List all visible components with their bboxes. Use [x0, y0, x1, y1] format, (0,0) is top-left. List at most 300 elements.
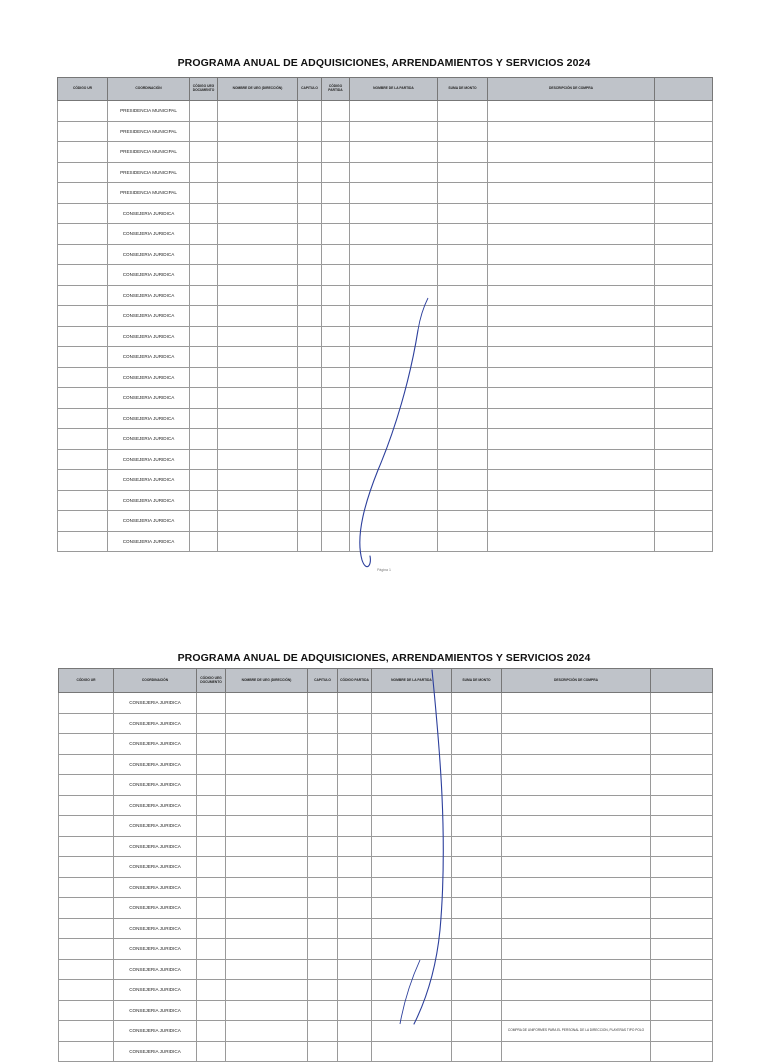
partida-code-cell	[338, 857, 372, 878]
chapter-cell	[308, 980, 338, 1001]
ueg-name-cell	[218, 244, 298, 265]
coordination-cell: CONSEJERIA JURIDICA	[114, 1021, 197, 1042]
chapter-cell	[308, 898, 338, 919]
coordination-cell: CONSEJERIA JURIDICA	[108, 244, 190, 265]
month-cell	[651, 857, 713, 878]
coordination-cell: CONSEJERIA JURIDICA	[108, 265, 190, 286]
coordination-cell: CONSEJERIA JURIDICA	[114, 734, 197, 755]
ueg-name-cell	[226, 693, 308, 714]
amount-cell	[438, 326, 488, 347]
amount-cell	[438, 244, 488, 265]
month-cell	[655, 347, 713, 368]
ur-cell	[59, 775, 114, 796]
ueg-name-cell	[218, 101, 298, 122]
description-cell	[488, 121, 655, 142]
table-row	[58, 326, 713, 347]
month-cell	[651, 734, 713, 755]
amount-cell	[438, 449, 488, 470]
partida-name-cell	[350, 285, 438, 306]
column-header: NOMBRE DE UEG (DIRECCIÓN)	[226, 669, 308, 693]
ueg-name-cell	[226, 980, 308, 1001]
partida-name-cell	[372, 898, 452, 919]
chapter-cell	[298, 408, 322, 429]
description-cell	[488, 429, 655, 450]
partida-name-cell	[372, 1021, 452, 1042]
chapter-cell	[298, 162, 322, 183]
month-cell	[655, 470, 713, 491]
partida-code-cell	[322, 244, 350, 265]
ur-cell	[58, 388, 108, 409]
month-cell	[651, 816, 713, 837]
table-row	[59, 918, 713, 939]
chapter-cell	[308, 693, 338, 714]
partida-code-cell	[322, 449, 350, 470]
chapter-cell	[298, 388, 322, 409]
partida-code-cell	[338, 898, 372, 919]
amount-cell	[452, 1041, 502, 1062]
amount-cell	[438, 470, 488, 491]
ur-cell	[58, 285, 108, 306]
chapter-cell	[298, 203, 322, 224]
description-cell	[502, 1000, 651, 1021]
partida-name-cell	[350, 531, 438, 552]
chapter-cell	[298, 531, 322, 552]
amount-cell	[452, 918, 502, 939]
ueg-code-cell	[197, 857, 226, 878]
description-cell	[502, 734, 651, 755]
description-cell	[488, 101, 655, 122]
month-cell	[651, 693, 713, 714]
ur-cell	[59, 857, 114, 878]
partida-code-cell	[322, 265, 350, 286]
month-cell	[651, 795, 713, 816]
ur-cell	[58, 142, 108, 163]
ueg-name-cell	[218, 490, 298, 511]
coordination-cell: CONSEJERIA JURIDICA	[114, 959, 197, 980]
table-row	[59, 959, 713, 980]
ueg-code-cell	[197, 713, 226, 734]
description-cell	[488, 244, 655, 265]
amount-cell	[438, 224, 488, 245]
partida-code-cell	[338, 959, 372, 980]
partida-code-cell	[338, 816, 372, 837]
ueg-code-cell	[190, 531, 218, 552]
description-cell	[502, 857, 651, 878]
ur-cell	[58, 511, 108, 532]
description-cell	[488, 490, 655, 511]
amount-cell	[438, 265, 488, 286]
ueg-code-cell	[197, 918, 226, 939]
partida-code-cell	[338, 918, 372, 939]
ur-cell	[59, 877, 114, 898]
description-cell	[502, 795, 651, 816]
table-row	[59, 754, 713, 775]
partida-code-cell	[322, 162, 350, 183]
ueg-code-cell	[197, 1000, 226, 1021]
partida-name-cell	[372, 836, 452, 857]
amount-cell	[438, 490, 488, 511]
month-cell	[655, 285, 713, 306]
partida-code-cell	[322, 511, 350, 532]
coordination-cell: CONSEJERIA JURIDICA	[114, 816, 197, 837]
ueg-code-cell	[190, 408, 218, 429]
coordination-cell: CONSEJERIA JURIDICA	[108, 388, 190, 409]
ueg-code-cell	[190, 224, 218, 245]
chapter-cell	[298, 306, 322, 327]
partida-code-cell	[338, 980, 372, 1001]
partida-name-cell	[372, 693, 452, 714]
ur-cell	[58, 224, 108, 245]
ur-cell	[58, 408, 108, 429]
description-cell	[488, 511, 655, 532]
table-row	[59, 1041, 713, 1062]
ueg-code-cell	[197, 1041, 226, 1062]
amount-cell	[438, 367, 488, 388]
ueg-name-cell	[226, 1000, 308, 1021]
description-cell	[488, 347, 655, 368]
ur-cell	[59, 836, 114, 857]
table-row	[59, 734, 713, 755]
partida-name-cell	[350, 511, 438, 532]
chapter-cell	[308, 795, 338, 816]
coordination-cell: CONSEJERIA JURIDICA	[114, 795, 197, 816]
month-cell	[655, 224, 713, 245]
column-header: NOMBRE DE UEG (DIRECCIÓN)	[218, 78, 298, 101]
partida-name-cell	[350, 408, 438, 429]
ueg-name-cell	[218, 183, 298, 204]
ur-cell	[59, 1000, 114, 1021]
ueg-code-cell	[197, 693, 226, 714]
coordination-cell: CONSEJERIA JURIDICA	[114, 918, 197, 939]
coordination-cell: CONSEJERIA JURIDICA	[108, 408, 190, 429]
column-header: CÓDIGO PARTIDA	[322, 78, 350, 101]
chapter-cell	[298, 101, 322, 122]
month-cell	[655, 203, 713, 224]
ur-cell	[58, 449, 108, 470]
coordination-cell: CONSEJERIA JURIDICA	[114, 980, 197, 1001]
partida-name-cell	[350, 347, 438, 368]
chapter-cell	[308, 754, 338, 775]
table-row	[59, 836, 713, 857]
coordination-cell: PRESIDENCIA MUNICIPAL	[108, 162, 190, 183]
chapter-cell	[298, 511, 322, 532]
description-cell	[502, 877, 651, 898]
partida-name-cell	[350, 244, 438, 265]
procurement-table	[58, 668, 713, 1062]
ur-cell	[58, 265, 108, 286]
month-cell	[651, 959, 713, 980]
table-row	[59, 1021, 713, 1042]
month-cell	[651, 939, 713, 960]
partida-code-cell	[322, 203, 350, 224]
month-cell	[651, 918, 713, 939]
partida-code-cell	[322, 142, 350, 163]
partida-name-cell	[350, 326, 438, 347]
ur-cell	[59, 898, 114, 919]
ur-cell	[59, 1021, 114, 1042]
column-header: CAPITULO	[298, 78, 322, 101]
table-row	[58, 531, 713, 552]
table-row	[58, 142, 713, 163]
partida-code-cell	[338, 713, 372, 734]
partida-name-cell	[372, 795, 452, 816]
ur-cell	[59, 795, 114, 816]
ueg-code-cell	[197, 959, 226, 980]
partida-name-cell	[350, 449, 438, 470]
ueg-name-cell	[226, 877, 308, 898]
column-header: NOMBRE DE LA PARTIDA	[372, 669, 452, 693]
ueg-code-cell	[190, 121, 218, 142]
ueg-code-cell	[197, 775, 226, 796]
amount-cell	[452, 713, 502, 734]
month-cell	[655, 511, 713, 532]
ur-cell	[58, 101, 108, 122]
chapter-cell	[298, 490, 322, 511]
partida-code-cell	[338, 877, 372, 898]
ueg-name-cell	[218, 347, 298, 368]
amount-cell	[438, 408, 488, 429]
ueg-code-cell	[190, 142, 218, 163]
ueg-name-cell	[218, 429, 298, 450]
ueg-code-cell	[197, 939, 226, 960]
ur-cell	[59, 693, 114, 714]
ueg-name-cell	[226, 959, 308, 980]
amount-cell	[438, 429, 488, 450]
partida-code-cell	[338, 1000, 372, 1021]
ueg-code-cell	[190, 388, 218, 409]
partida-name-cell	[350, 203, 438, 224]
month-cell	[651, 836, 713, 857]
ueg-code-cell	[190, 183, 218, 204]
column-header: CÓDIGO UR	[59, 669, 114, 693]
partida-name-cell	[350, 490, 438, 511]
ueg-code-cell	[190, 162, 218, 183]
ur-cell	[59, 754, 114, 775]
chapter-cell	[308, 959, 338, 980]
table-row	[59, 980, 713, 1001]
coordination-cell: CONSEJERIA JURIDICA	[108, 429, 190, 450]
ueg-code-cell	[190, 285, 218, 306]
coordination-cell: CONSEJERIA JURIDICA	[108, 203, 190, 224]
chapter-cell	[308, 816, 338, 837]
coordination-cell: CONSEJERIA JURIDICA	[108, 224, 190, 245]
amount-cell	[452, 959, 502, 980]
partida-code-cell	[338, 939, 372, 960]
coordination-cell: CONSEJERIA JURIDICA	[114, 857, 197, 878]
table-row	[58, 306, 713, 327]
chapter-cell	[298, 367, 322, 388]
chapter-cell	[308, 939, 338, 960]
ueg-name-cell	[226, 857, 308, 878]
chapter-cell	[298, 142, 322, 163]
amount-cell	[438, 203, 488, 224]
month-cell	[651, 898, 713, 919]
month-cell	[655, 367, 713, 388]
chapter-cell	[298, 470, 322, 491]
ueg-code-cell	[190, 244, 218, 265]
partida-code-cell	[322, 429, 350, 450]
partida-name-cell	[350, 388, 438, 409]
amount-cell	[452, 816, 502, 837]
column-header: CÓDIGO PARTIDA	[338, 669, 372, 693]
ueg-name-cell	[218, 367, 298, 388]
partida-code-cell	[338, 1021, 372, 1042]
ueg-name-cell	[226, 939, 308, 960]
description-cell	[488, 367, 655, 388]
description-cell	[488, 285, 655, 306]
partida-code-cell	[338, 734, 372, 755]
ur-cell	[59, 713, 114, 734]
table-row	[58, 388, 713, 409]
description-cell	[488, 265, 655, 286]
ueg-code-cell	[190, 326, 218, 347]
amount-cell	[452, 939, 502, 960]
chapter-cell	[298, 347, 322, 368]
ueg-code-cell	[197, 980, 226, 1001]
partida-name-cell	[372, 775, 452, 796]
coordination-cell: CONSEJERIA JURIDICA	[108, 511, 190, 532]
amount-cell	[452, 775, 502, 796]
description-cell	[488, 326, 655, 347]
table-body	[59, 693, 713, 1062]
partida-code-cell	[322, 306, 350, 327]
coordination-cell: CONSEJERIA JURIDICA	[114, 877, 197, 898]
coordination-cell: CONSEJERIA JURIDICA	[114, 775, 197, 796]
ur-cell	[58, 347, 108, 368]
description-cell	[502, 918, 651, 939]
ueg-name-cell	[218, 449, 298, 470]
amount-cell	[438, 142, 488, 163]
coordination-cell: CONSEJERIA JURIDICA	[108, 490, 190, 511]
description-cell	[488, 162, 655, 183]
ueg-code-cell	[190, 490, 218, 511]
ueg-name-cell	[226, 1021, 308, 1042]
amount-cell	[438, 162, 488, 183]
partida-name-cell	[350, 367, 438, 388]
ur-cell	[58, 183, 108, 204]
table-row	[59, 877, 713, 898]
ueg-code-cell	[190, 306, 218, 327]
month-cell	[655, 408, 713, 429]
table-row	[59, 1000, 713, 1021]
ueg-name-cell	[218, 285, 298, 306]
ueg-name-cell	[226, 734, 308, 755]
amount-cell	[438, 121, 488, 142]
procurement-table	[57, 77, 713, 552]
ur-cell	[58, 244, 108, 265]
partida-code-cell	[338, 775, 372, 796]
partida-name-cell	[350, 183, 438, 204]
amount-cell	[438, 306, 488, 327]
table-row	[58, 347, 713, 368]
partida-name-cell	[350, 306, 438, 327]
ueg-code-cell	[197, 1021, 226, 1042]
month-cell	[655, 121, 713, 142]
partida-code-cell	[338, 754, 372, 775]
ueg-name-cell	[226, 898, 308, 919]
coordination-cell: CONSEJERIA JURIDICA	[108, 285, 190, 306]
table-row	[58, 265, 713, 286]
partida-name-cell	[350, 142, 438, 163]
table-header-row	[59, 669, 713, 693]
ueg-name-cell	[218, 388, 298, 409]
amount-cell	[452, 836, 502, 857]
ur-cell	[58, 121, 108, 142]
ueg-code-cell	[190, 367, 218, 388]
description-cell	[488, 183, 655, 204]
partida-name-cell	[372, 877, 452, 898]
coordination-cell: CONSEJERIA JURIDICA	[108, 470, 190, 491]
partida-name-cell	[350, 265, 438, 286]
month-cell	[651, 980, 713, 1001]
month-cell	[655, 490, 713, 511]
description-cell	[488, 306, 655, 327]
chapter-cell	[298, 183, 322, 204]
description-cell	[502, 713, 651, 734]
ueg-name-cell	[218, 121, 298, 142]
table-row	[58, 470, 713, 491]
coordination-cell: CONSEJERIA JURIDICA	[114, 1041, 197, 1062]
partida-code-cell	[322, 285, 350, 306]
chapter-cell	[308, 857, 338, 878]
coordination-cell: CONSEJERIA JURIDICA	[108, 306, 190, 327]
month-cell	[655, 183, 713, 204]
document-page-2	[0, 630, 768, 1054]
ur-cell	[58, 326, 108, 347]
month-cell	[651, 1041, 713, 1062]
partida-code-cell	[322, 408, 350, 429]
partida-name-cell	[372, 980, 452, 1001]
ur-cell	[59, 939, 114, 960]
month-cell	[651, 713, 713, 734]
ueg-code-cell	[190, 101, 218, 122]
coordination-cell: CONSEJERIA JURIDICA	[108, 449, 190, 470]
table-row	[58, 367, 713, 388]
amount-cell	[438, 183, 488, 204]
chapter-cell	[298, 244, 322, 265]
ur-cell	[59, 918, 114, 939]
ur-cell	[59, 816, 114, 837]
coordination-cell: CONSEJERIA JURIDICA	[114, 836, 197, 857]
partida-name-cell	[350, 470, 438, 491]
table-row	[59, 713, 713, 734]
column-header: CAPITULO	[308, 669, 338, 693]
ueg-name-cell	[218, 162, 298, 183]
month-cell	[651, 754, 713, 775]
table-row	[58, 511, 713, 532]
amount-cell	[452, 1021, 502, 1042]
partida-name-cell	[350, 224, 438, 245]
coordination-cell: CONSEJERIA JURIDICA	[114, 1000, 197, 1021]
partida-name-cell	[372, 816, 452, 837]
partida-name-cell	[372, 857, 452, 878]
ueg-code-cell	[190, 429, 218, 450]
column-header: COORDINACIÓN	[108, 78, 190, 101]
coordination-cell: CONSEJERIA JURIDICA	[114, 939, 197, 960]
partida-name-cell	[350, 429, 438, 450]
month-cell	[655, 101, 713, 122]
partida-code-cell	[322, 347, 350, 368]
table-row	[58, 429, 713, 450]
description-cell	[502, 754, 651, 775]
ueg-name-cell	[218, 203, 298, 224]
table-row	[58, 408, 713, 429]
month-cell	[655, 162, 713, 183]
ueg-code-cell	[197, 795, 226, 816]
table-row	[59, 795, 713, 816]
column-header: CÓDIGO UR	[58, 78, 108, 101]
ueg-code-cell	[197, 898, 226, 919]
